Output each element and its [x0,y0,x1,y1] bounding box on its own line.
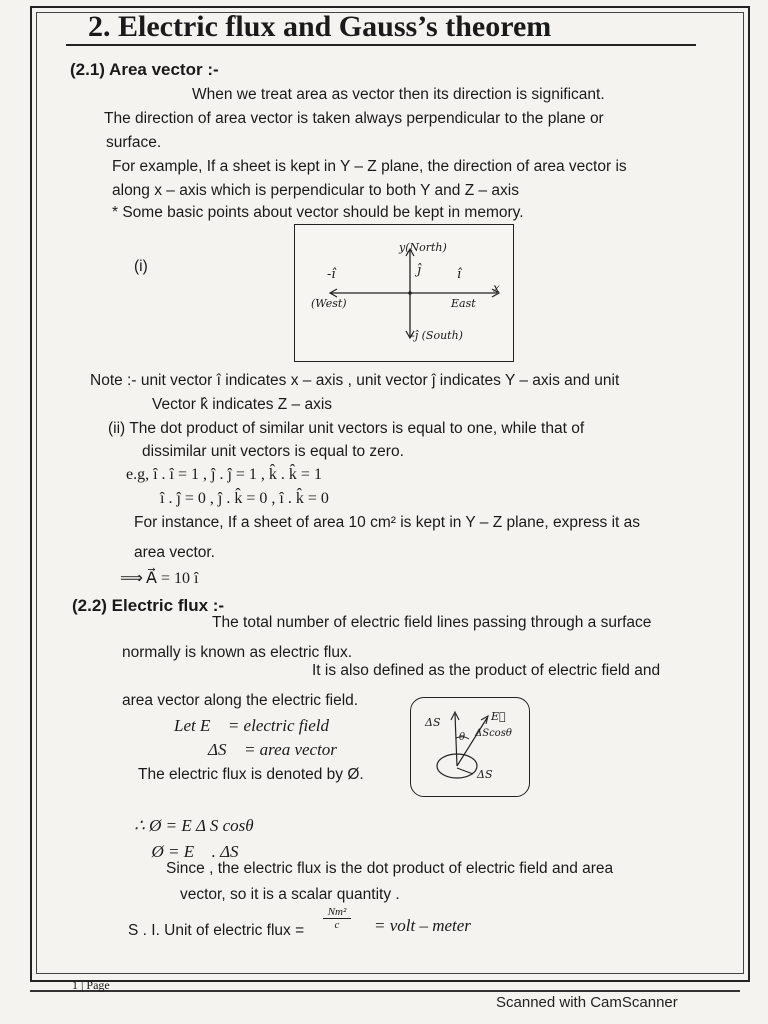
label-neg-i: -î [327,267,336,282]
fraction-denominator: c [334,919,340,931]
paragraph-line: For instance, If a sheet of area 10 cm² is kept in Y – Z plane, express it as [134,514,641,531]
axes-diagram [294,224,514,362]
page-title: 2. Electric flux and Gauss’s theorem [88,10,552,43]
label-x: x [493,281,500,295]
footer-rule [30,990,740,992]
si-unit-value: = volt – meter [374,916,471,935]
page-number: 1 | Page [72,978,110,992]
si-unit-label: S . I. Unit of electric flux = [128,922,305,939]
paragraph-line: It is also defined as the product of electric field and [312,662,661,679]
result-equation: ⟹ A⃗ = 10 î [120,570,199,587]
label-theta: θ [459,732,466,743]
paragraph-line: surface. [106,134,162,151]
section-2-2-heading: (2.2) Electric flux :- [72,596,225,615]
flux-equation: ∴ Ø = E Δ S cosθ [134,816,254,835]
flux-drawing [411,698,529,796]
note-line: Note :- unit vector î indicates x – axis , unit vector ĵ indicates Y – axis and unit [90,372,620,389]
paragraph-line: Since , the electric flux is the dot product of electric field and area [166,860,614,877]
label-i: î [457,267,462,282]
flux-equation: ∴ Ø = E⃗ . ΔS⃗ [134,842,252,861]
paragraph-line: (ii) The dot product of similar unit vectors is equal to one, while that of [108,420,585,437]
label-ds-bottom: ΔS [477,768,493,781]
paragraph-line: The direction of area vector is taken always perpendicular to the plane or [104,110,604,127]
note-line: Vector k̂ indicates Z – axis [152,396,333,413]
label-ds: ΔS [425,716,441,729]
label-west: (West) [311,297,347,310]
paragraph-line: area vector. [134,544,215,561]
item-marker: (i) [134,258,148,275]
fraction-numerator: Nm² [323,906,351,919]
paragraph-line: normally is known as electric flux. [122,644,352,661]
label-east: East [451,297,476,310]
label-j: ĵ [417,263,422,278]
definition-line: Let E⃗ = electric field [174,716,329,735]
definition-line: ΔS⃗ = area vector [208,740,337,759]
paragraph-line: The total number of electric field lines passing through a surface [212,614,652,631]
si-unit-fraction [323,906,351,931]
paragraph-line: dissimilar unit vectors is equal to zero. [142,443,404,460]
label-south: -ĵ (South) [411,329,463,342]
flux-diagram [410,697,530,797]
label-dscos: ΔScosθ [475,728,512,739]
example-equations: e.g, î . î = 1 , ĵ . ĵ = 1 , k̂ . k̂ = 1 [126,466,322,483]
example-equations: î . ĵ = 0 , ĵ . k̂ = 0 , î . k̂ = 0 [160,490,329,507]
bullet-line: * Some basic points about vector should be kept in memory. [112,204,524,221]
paragraph-line: area vector along the electric field. [122,692,359,709]
title-underline [66,44,696,46]
paragraph-line: vector, so it is a scalar quantity . [180,886,400,903]
paragraph-line: For example, If a sheet is kept in Y – Z plane, the direction of area vector is [112,158,627,175]
section-2-1-heading: (2.1) Area vector :- [70,60,219,79]
scanner-watermark: Scanned with CamScanner [496,994,678,1011]
paragraph-line: The electric flux is denoted by Ø. [138,766,364,783]
label-north: y(North) [399,241,447,254]
paragraph-line: When we treat area as vector then its direction is significant. [192,86,605,103]
label-e: E⃗ [491,710,506,723]
paragraph-line: along x – axis which is perpendicular to both Y and Z – axis [112,182,519,199]
